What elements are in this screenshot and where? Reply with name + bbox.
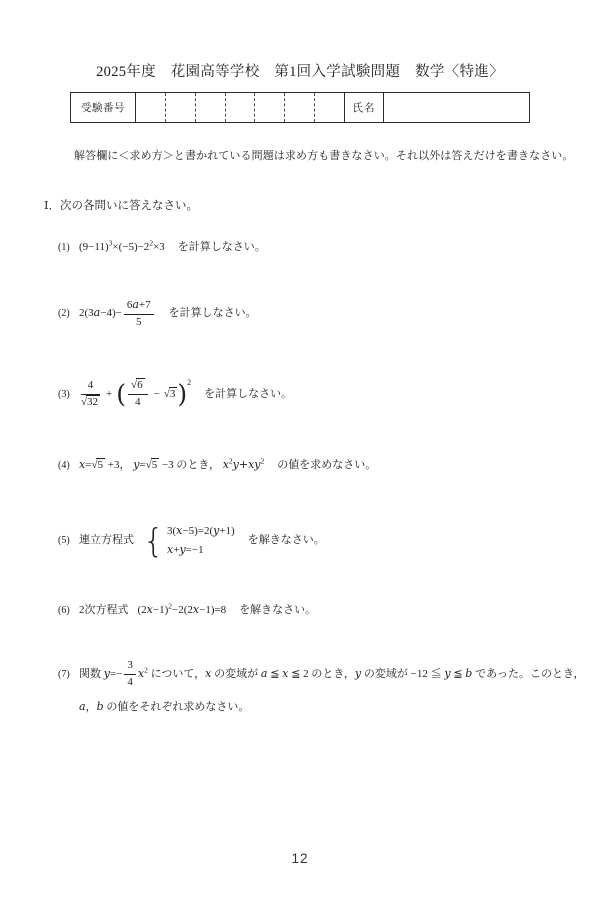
problem-2 bbox=[58, 298, 257, 330]
text-token: について， bbox=[147, 667, 206, 680]
math-token: +7 bbox=[138, 299, 151, 311]
math-token: + bbox=[173, 543, 180, 556]
math-token: 2(3 bbox=[79, 307, 94, 320]
sqrt-radical bbox=[146, 459, 160, 471]
problem-number: (7) bbox=[58, 668, 70, 680]
operator: + bbox=[106, 388, 113, 400]
math-token: ×(−5)−2 bbox=[112, 241, 150, 253]
fraction-denominator: 4 bbox=[127, 675, 133, 688]
variable: x bbox=[167, 542, 174, 556]
text-token: ， bbox=[85, 701, 97, 713]
problem-3-expression bbox=[79, 378, 192, 409]
exponent: 2 bbox=[144, 665, 148, 675]
sqrt-sign: √ bbox=[145, 459, 152, 471]
problem-3 bbox=[58, 378, 292, 410]
math-token: −2(2 bbox=[172, 604, 193, 616]
fraction-numerator bbox=[128, 379, 148, 395]
exponent: 2 bbox=[168, 601, 173, 611]
exam-number-cell bbox=[226, 93, 256, 122]
problem-7-text bbox=[79, 659, 585, 688]
page-title: 2025年度 花園高等学校 第1回入学試験問題 数学〈特進〉 bbox=[96, 64, 504, 80]
text-token: の値をそれぞれ求めなさい。 bbox=[103, 701, 250, 713]
fraction bbox=[128, 379, 148, 410]
math-token: = bbox=[85, 459, 92, 471]
exam-number-cell bbox=[315, 93, 344, 122]
problem-instruction: を解きなさい。 bbox=[239, 604, 317, 616]
problem-7 bbox=[58, 659, 585, 690]
operator: − bbox=[153, 388, 160, 400]
exponent: 2 bbox=[149, 238, 154, 248]
variable: x bbox=[137, 666, 145, 680]
variable: x bbox=[205, 666, 212, 680]
equation-2 bbox=[167, 541, 235, 560]
sqrt-sign: √ bbox=[131, 379, 138, 392]
problem-1-expression bbox=[79, 238, 165, 253]
math-token: −5)=2( bbox=[182, 525, 214, 537]
fraction bbox=[124, 298, 154, 330]
variable: x bbox=[192, 603, 200, 616]
sqrt-radical bbox=[131, 379, 145, 391]
fraction-denominator: 5 bbox=[135, 315, 142, 328]
sqrt-sign: √ bbox=[91, 459, 98, 471]
math-token: ≦ bbox=[450, 667, 466, 680]
exam-number-cells bbox=[136, 93, 345, 122]
exam-number-cell bbox=[196, 93, 226, 122]
fraction-denominator bbox=[81, 395, 100, 410]
sqrt-sign: √ bbox=[81, 395, 88, 408]
math-token: −4)− bbox=[100, 307, 122, 320]
exponent: 2 bbox=[187, 378, 192, 387]
problem-number: (6) bbox=[58, 605, 70, 616]
variable: x bbox=[282, 666, 289, 680]
variable: x bbox=[79, 458, 86, 471]
problem-6 bbox=[58, 601, 316, 617]
math-token: +1) bbox=[219, 525, 235, 537]
text-token: 関数 bbox=[79, 667, 104, 680]
sqrt-sign: √ bbox=[163, 388, 170, 400]
variable: y+xy bbox=[232, 458, 261, 471]
variable: y bbox=[103, 666, 110, 680]
sqrt-radical bbox=[91, 459, 105, 471]
math-token: −1) bbox=[152, 604, 169, 616]
variable: b bbox=[96, 700, 104, 713]
sqrt-radical bbox=[81, 396, 100, 408]
fraction bbox=[124, 659, 136, 690]
problem-instruction: を計算しなさい。 bbox=[204, 388, 293, 400]
problem-2-expression bbox=[79, 298, 156, 328]
problem-number: (2) bbox=[58, 308, 70, 320]
variable: y bbox=[133, 458, 140, 471]
problem-instruction: の値を求めなさい。 bbox=[277, 459, 377, 471]
problem-5-system bbox=[143, 520, 235, 560]
exam-number-cell bbox=[285, 93, 315, 122]
radicand: 32 bbox=[87, 395, 99, 408]
problem-number: (3) bbox=[58, 389, 70, 400]
equation-system bbox=[167, 522, 235, 559]
text-token: であった。このとき， bbox=[472, 667, 585, 680]
variable: a bbox=[93, 306, 101, 320]
exponent: 2 bbox=[228, 456, 233, 466]
problem-instruction: を計算しなさい。 bbox=[168, 307, 257, 320]
variable: y bbox=[444, 666, 451, 680]
name-blank-area bbox=[384, 93, 529, 122]
exponent: 3 bbox=[108, 238, 113, 248]
math-token: −3 のとき， bbox=[159, 459, 220, 471]
equation-1 bbox=[167, 522, 235, 541]
name-label: 氏名 bbox=[345, 93, 384, 122]
problem-7-line2 bbox=[58, 698, 249, 714]
section-1-heading: Ⅰ．次の各問いに答えなさい。 bbox=[44, 200, 199, 212]
text-token: ≦ 2 のとき， bbox=[288, 667, 355, 680]
math-token: (2 bbox=[137, 604, 147, 616]
fraction-numerator: 4 bbox=[81, 379, 100, 395]
fraction-denominator: 4 bbox=[135, 395, 141, 408]
sqrt-radical bbox=[164, 388, 178, 400]
exam-number-cell bbox=[136, 93, 166, 122]
problem-1 bbox=[58, 238, 266, 254]
problem-5 bbox=[58, 522, 325, 559]
math-token: 6 bbox=[126, 299, 133, 311]
problem-number: (1) bbox=[58, 242, 70, 253]
variable: a bbox=[132, 298, 139, 311]
text-token: の変域が −12 ≦ bbox=[361, 667, 445, 680]
variable: x bbox=[176, 524, 183, 537]
radicand: 3 bbox=[169, 388, 176, 400]
variable: a bbox=[79, 700, 86, 713]
fraction-numerator: 3 bbox=[124, 659, 136, 675]
variable: a bbox=[260, 666, 268, 680]
page-number: 12 bbox=[291, 851, 309, 866]
right-paren: ) bbox=[177, 379, 188, 409]
system-brace: { bbox=[143, 520, 164, 560]
answer-instructions: 解答欄に＜求め方＞と書かれている問題は求め方も書きなさい。それ以外は答えだけを書きなさい。 bbox=[74, 150, 574, 162]
problem-4 bbox=[58, 456, 376, 472]
problem-6-expression bbox=[137, 601, 227, 616]
fraction bbox=[81, 379, 100, 410]
radicand: 6 bbox=[137, 379, 143, 392]
problem-number: (4) bbox=[58, 460, 70, 471]
left-paren: ( bbox=[116, 379, 127, 409]
math-token: 3( bbox=[167, 525, 177, 537]
variable: y bbox=[179, 542, 186, 556]
math-token: =− bbox=[109, 667, 123, 680]
math-token: +3， bbox=[104, 459, 131, 471]
problem-4-expression bbox=[79, 456, 265, 471]
radicand: 5 bbox=[151, 459, 158, 471]
variable: y bbox=[354, 666, 362, 680]
problem-instruction: を計算しなさい。 bbox=[177, 241, 266, 253]
math-token: =−1 bbox=[185, 543, 204, 556]
candidate-info-table bbox=[70, 92, 530, 123]
text-token: の変域が bbox=[211, 667, 261, 680]
problem-5-label: 連立方程式 bbox=[79, 534, 134, 547]
math-token: −1)=8 bbox=[199, 604, 227, 616]
variable: x bbox=[146, 603, 153, 616]
variable: b bbox=[465, 666, 473, 680]
fraction-numerator bbox=[124, 298, 154, 315]
math-token: = bbox=[139, 459, 146, 471]
problem-6-label: 2次方程式 bbox=[79, 604, 129, 616]
exam-number-label: 受験番号 bbox=[71, 93, 136, 122]
problem-number: (5) bbox=[58, 535, 70, 547]
math-token: ≦ bbox=[267, 667, 283, 680]
problem-instruction: を解きなさい。 bbox=[247, 534, 325, 547]
exponent: 2 bbox=[260, 456, 265, 466]
exam-number-cell bbox=[166, 93, 196, 122]
exam-number-cell bbox=[255, 93, 285, 122]
radicand: 5 bbox=[97, 459, 103, 471]
variable: y bbox=[213, 524, 220, 537]
math-token: ×3 bbox=[153, 241, 165, 253]
variable: x bbox=[222, 458, 229, 471]
math-token: (9−11) bbox=[79, 241, 109, 253]
